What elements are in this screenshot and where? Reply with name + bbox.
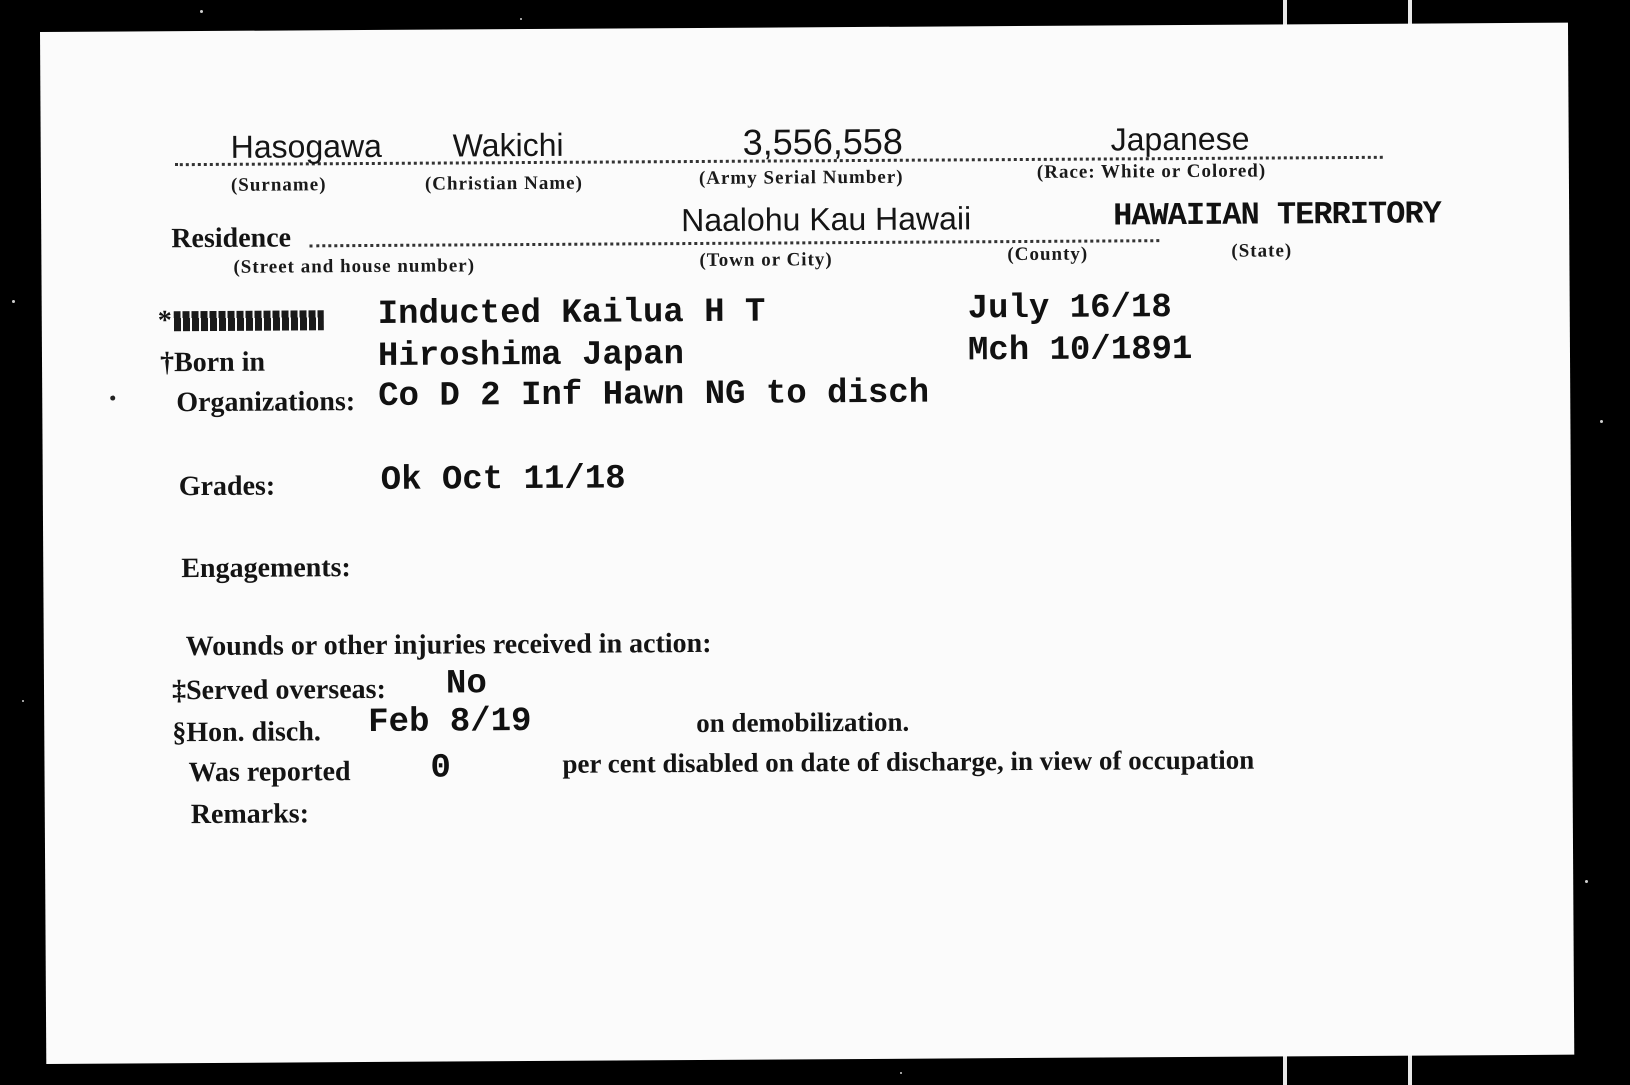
grades-value: Ok Oct 11/18 (380, 460, 626, 500)
organizations-value: Co D 2 Inf Hawn NG to disch (378, 374, 930, 416)
hon-disch-suffix: on demobilization. (696, 706, 910, 739)
caption-street: (Street and house number) (233, 255, 476, 278)
served-overseas-label: ‡Served overseas: (171, 673, 386, 707)
surname-value: Hasogawa (230, 127, 383, 165)
film-speck (900, 1072, 902, 1074)
reported-label: Was reported (188, 756, 351, 789)
film-speck (22, 700, 24, 702)
film-speck (520, 18, 522, 20)
caption-race: (Race: White or Colored) (1036, 160, 1267, 183)
film-speck (1600, 420, 1603, 423)
struck-out-label (174, 310, 324, 331)
caption-county: (County) (1007, 243, 1089, 266)
remarks-label: Remarks: (190, 798, 310, 831)
residence-state-value: HAWAIIAN TERRITORY (1113, 195, 1441, 235)
residence-label: Residence (171, 222, 292, 255)
served-overseas-value: No (445, 665, 487, 704)
caption-christian-name: (Christian Name) (424, 172, 583, 195)
caption-town: (Town or City) (699, 249, 833, 271)
christian-name-value: Wakichi (452, 126, 564, 164)
enlisted-label-asterisk: * (157, 305, 172, 337)
engagements-label: Engagements: (181, 552, 351, 585)
born-value: Hiroshima Japan (377, 336, 685, 376)
reported-value: 0 (430, 749, 452, 788)
race-value: Japanese (1110, 120, 1250, 158)
film-speck (200, 10, 203, 13)
service-record-card (40, 23, 1574, 1064)
stray-mark (110, 396, 115, 401)
residence-town-value: Naalohu Kau Hawaii (681, 200, 972, 239)
grades-label: Grades: (178, 470, 276, 503)
organizations-label: Organizations: (176, 386, 356, 419)
film-speck (12, 300, 15, 303)
reported-suffix: per cent disabled on date of discharge, in view of occupation (562, 744, 1255, 779)
hon-disch-value: Feb 8/19 (368, 703, 532, 743)
wounds-label: Wounds or other injuries received in action: (185, 627, 712, 663)
caption-surname: (Surname) (230, 174, 327, 196)
born-date: Mch 10/1891 (967, 330, 1193, 371)
caption-state: (State) (1231, 240, 1293, 262)
film-speck (1585, 880, 1588, 883)
caption-serial-number: (Army Serial Number) (698, 166, 904, 189)
enlisted-date: July 16/18 (967, 289, 1172, 329)
born-label: †Born in (159, 346, 266, 379)
serial-number-value: 3,556,558 (742, 120, 903, 163)
enlisted-value: Inducted Kailua H T (377, 293, 766, 334)
hon-disch-label: §Hon. disch. (172, 716, 321, 749)
